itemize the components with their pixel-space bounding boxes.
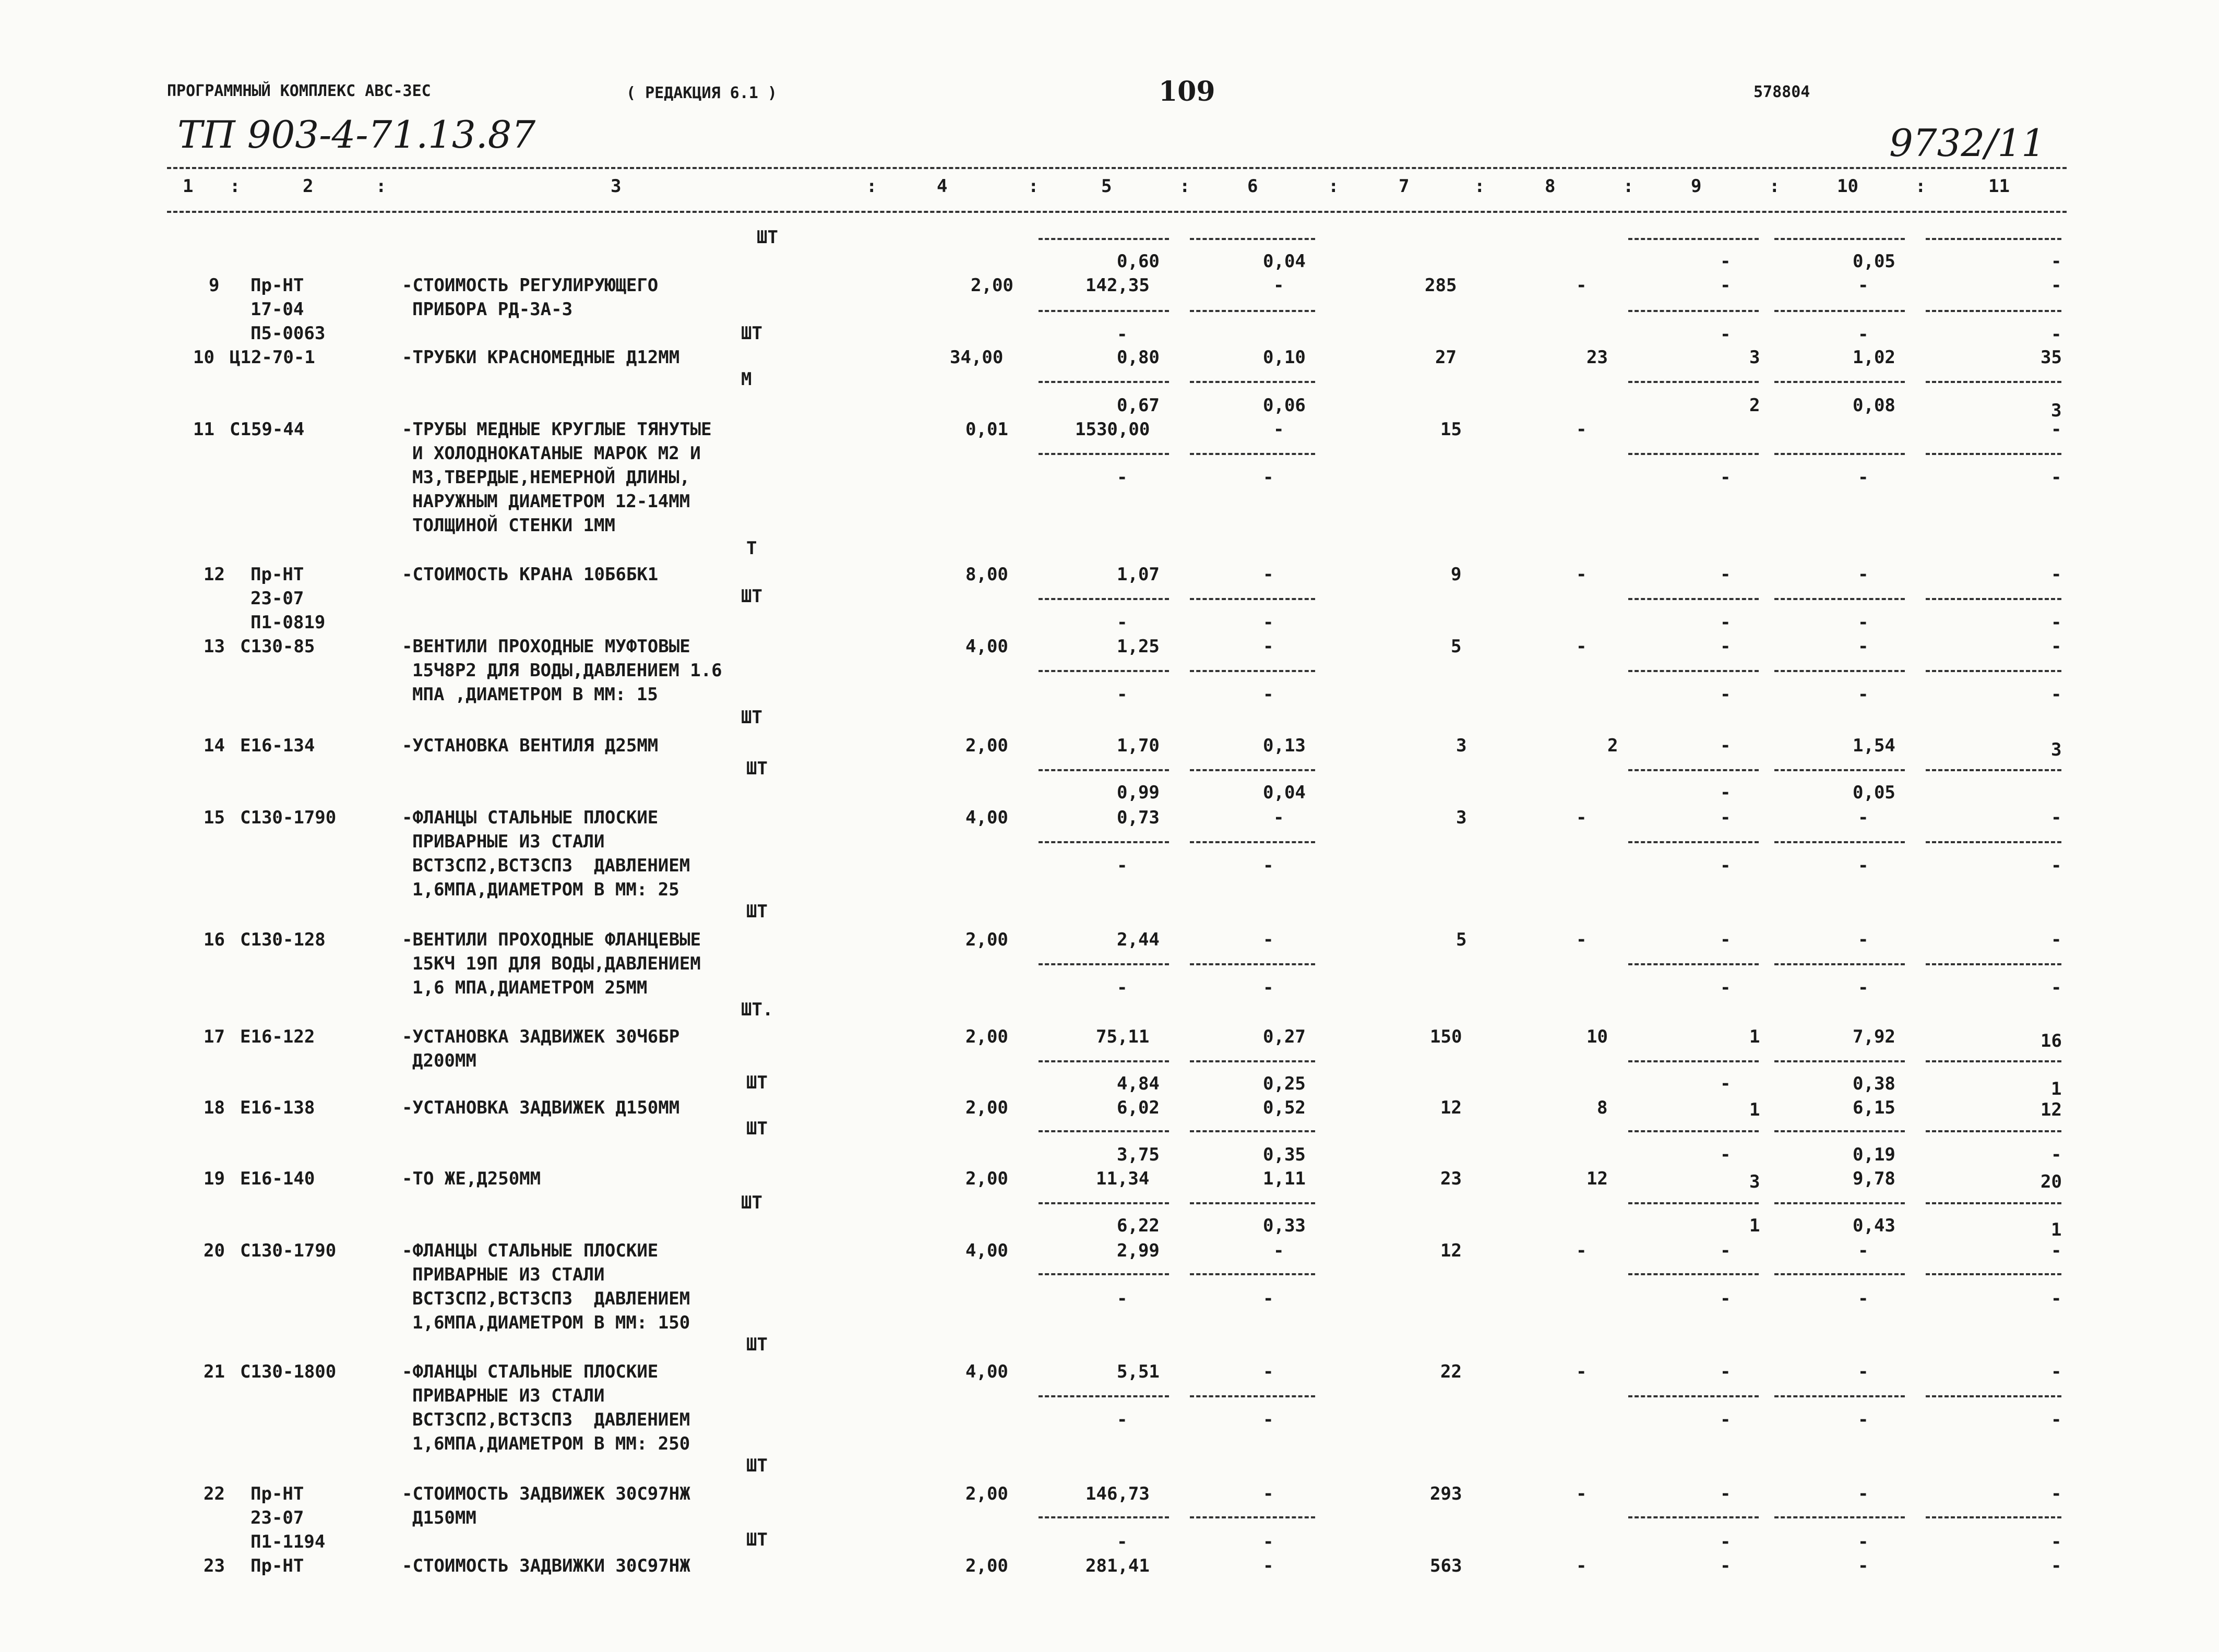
col-num-8: 8: [1545, 176, 1556, 197]
col-num-9: 9: [1691, 176, 1702, 197]
col-num-5: 5: [1101, 176, 1112, 197]
edition: ( РЕДАКЦИЯ 6.1 ): [626, 84, 777, 102]
page-number: 109: [1159, 76, 1215, 107]
project-code: ТП 903-4-71.13.87: [177, 113, 536, 157]
col-num-1: 1: [183, 176, 194, 197]
sheet-code: 9732/11: [1889, 121, 2046, 165]
doc-code: 578804: [1753, 83, 1810, 101]
col-num-7: 7: [1399, 176, 1410, 197]
header-rule-bottom: [167, 211, 2067, 213]
col-num-6: 6: [1247, 176, 1258, 197]
col-num-11: 11: [1988, 176, 2010, 197]
col-num-3: 3: [611, 176, 622, 197]
header-rule-top: [167, 167, 2067, 169]
col-num-2: 2: [303, 176, 314, 197]
col-num-4: 4: [937, 176, 948, 197]
unit: ШТ: [757, 227, 778, 248]
col-num-10: 10: [1837, 176, 1858, 197]
program-title: ПРОГРАММНЫЙ КОМПЛЕКС АВС-ЗЕС: [167, 82, 431, 100]
